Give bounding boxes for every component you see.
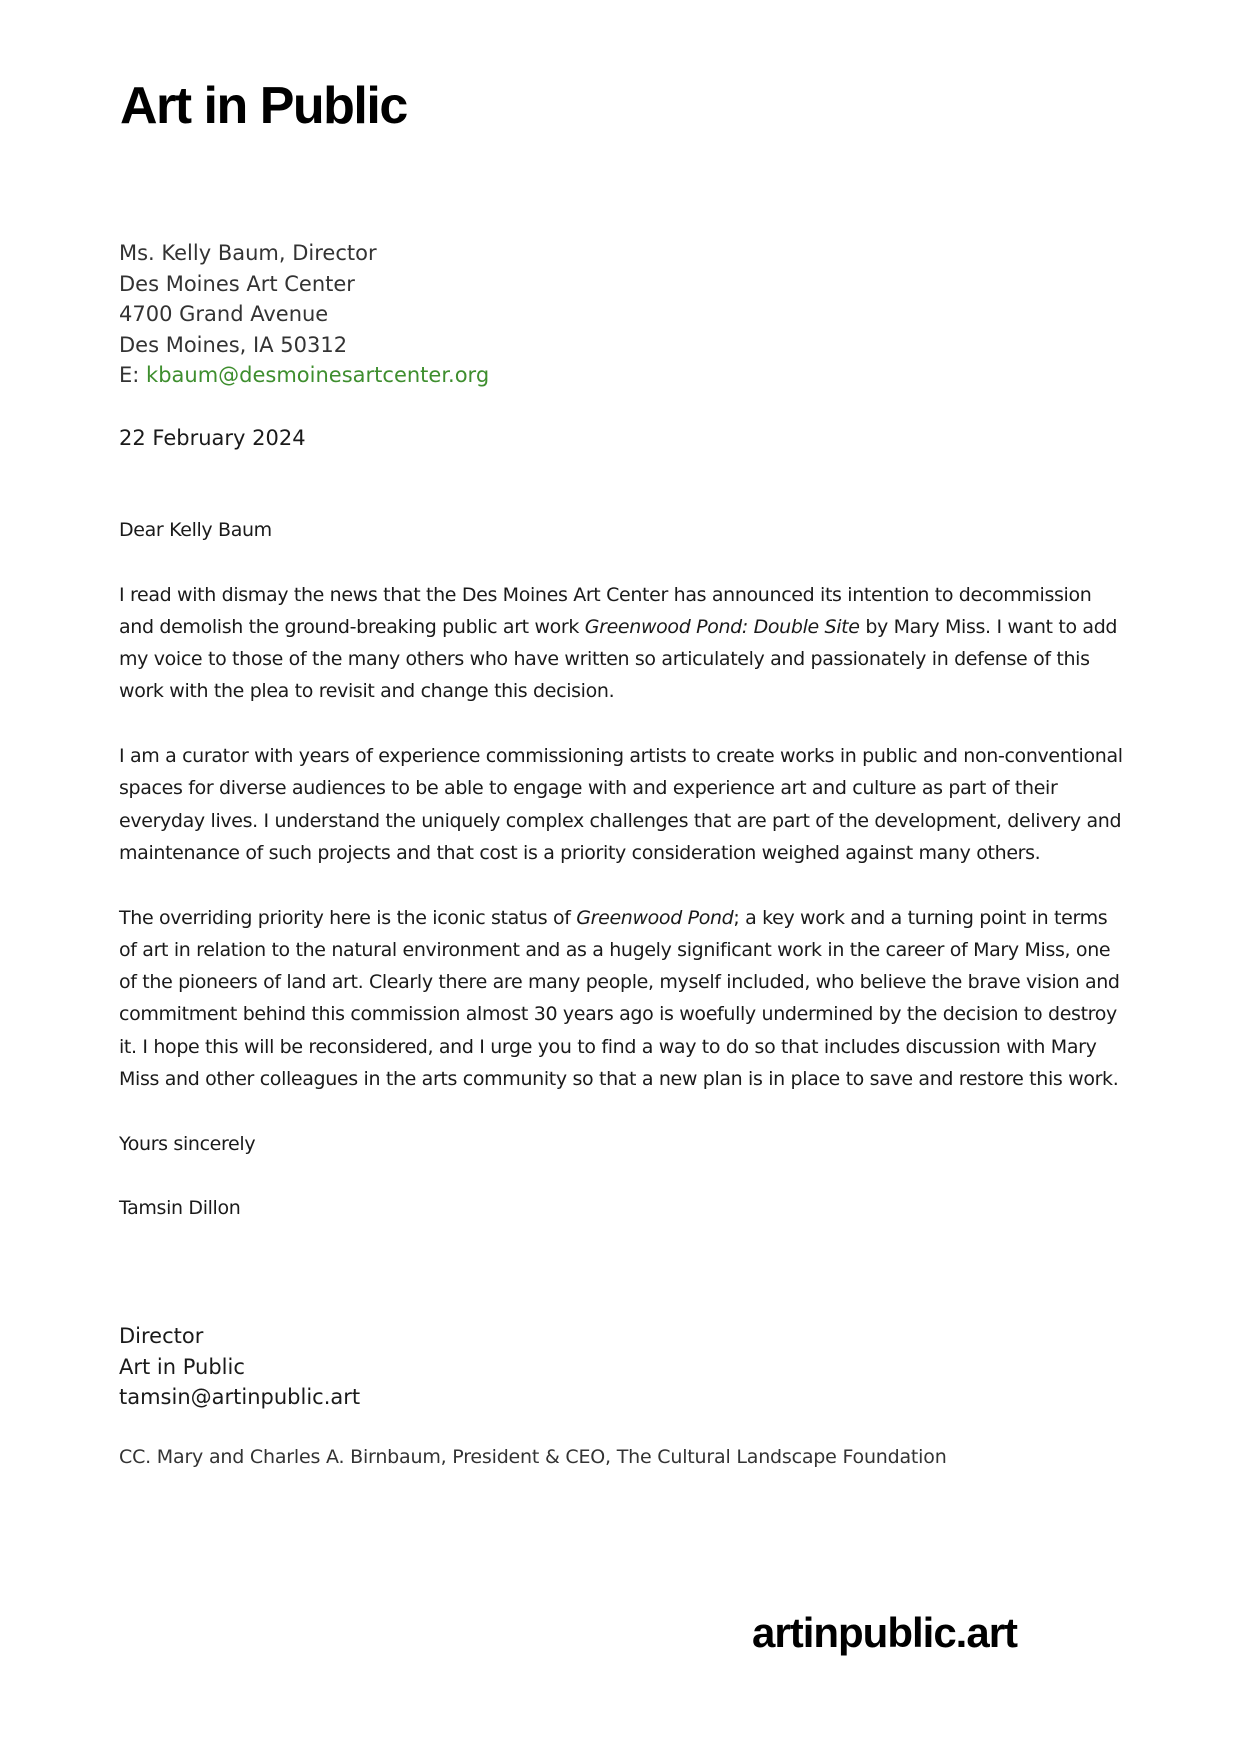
signer-email[interactable]: tamsin@artinpublic.art — [119, 1385, 361, 1409]
paragraph-3-text-b: ; a key work and a turning point in terms of art in relation to the natural environment and as a hugely significant work in the career of Mary Miss, one of the pioneers of land art. Clearly there are many people, myself included, who believe the brave vision and commitment behind this commission almost 30 years ago is woefully undermined by the decision to destroy it. I hope this will be reconsidered, and I urge you to find a way to do so that includes discussion with Mary Miss and other colleagues in the arts community so that a new plan is in place to save and restore this work. — [119, 906, 1120, 1091]
closing: Yours sincerely — [119, 1132, 256, 1155]
paragraph-1-text-b: by Mary Miss. I want to add my voice to those of the many others who have written so articulately and passionately in defense of this work with the plea to revisit and change this decision. — [119, 615, 1118, 703]
letterhead-logo: Art in Public — [120, 77, 407, 135]
recipient-address — [119, 238, 489, 391]
email-prefix: E: — [119, 363, 147, 387]
signer-name: Tamsin Dillon — [119, 1197, 241, 1220]
signer-title: Director — [119, 1324, 204, 1348]
artwork-title: Greenwood Pond: Double Site — [584, 615, 860, 638]
recipient-city-line: Des Moines, IA 50312 — [119, 332, 348, 357]
recipient-email-link[interactable]: kbaum@desmoinesartcenter.org — [146, 363, 490, 387]
recipient-name-line: Ms. Kelly Baum, Director — [119, 241, 377, 265]
paragraph-1 — [119, 579, 1129, 708]
paragraph-3 — [119, 902, 1129, 1096]
signer-organization: Art in Public — [119, 1354, 245, 1379]
footer-website[interactable]: artinpublic.art — [752, 1609, 1018, 1656]
recipient-street-line: 4700 Grand Avenue — [119, 302, 329, 326]
paragraph-2: I am a curator with years of experience commissioning artists to create works in public and non-conventional spaces for diverse audiences to be able to engage with and experience art and culture as part of their everyday lives. I understand the uniquely complex challenges that are part of the development, delivery and maintenance of such projects and that cost is a priority consideration weighed against many others. — [119, 745, 1123, 864]
recipient-organization-line: Des Moines Art Center — [119, 271, 355, 296]
signature-block — [119, 1321, 360, 1413]
paragraph-1-text-a: I read with dismay the news that the Des Moines Art Center has announced its intention to decommission and demolish the ground-breaking public art work — [119, 583, 1092, 638]
recipient-email-line — [119, 360, 489, 391]
letter-body — [119, 514, 1129, 1257]
paragraph-3-text-a: The overriding priority here is the iconic status of — [119, 906, 577, 929]
artwork-short-title: Greenwood Pond — [576, 906, 734, 929]
letter-date: 22 February 2024 — [119, 426, 306, 450]
cc-line: CC. Mary and Charles A. Birnbaum, President & CEO, The Cultural Landscape Foundation — [119, 1446, 947, 1468]
salutation: Dear Kelly Baum — [119, 519, 272, 541]
